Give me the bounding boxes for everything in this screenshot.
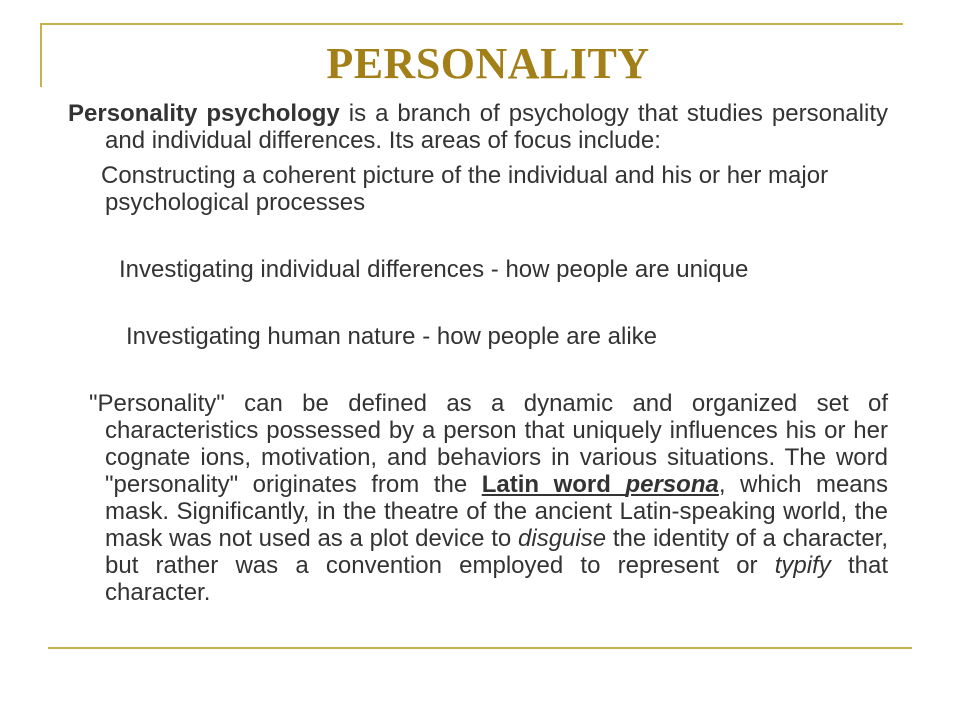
intro-text: is a branch of psychology that studies personality and individual differences. Its areas of focus include: [105,100,888,154]
definition-part-2: , which means mask. Significantly, in the theatre of the ancient Latin-speaking world, the mask was not used as a plot device to [105,471,888,552]
emphasis-typify: typify [774,552,831,579]
definition-paragraph [68,390,888,606]
intro-paragraph [68,100,888,154]
emphasis-disguise: disguise [518,525,607,552]
definition-part-4: that character. [105,552,888,606]
bottom-rule [48,647,912,649]
slide-title: PERSONALITY [326,39,650,88]
focus-item-3: Investigating human nature - how people are alike [126,323,657,350]
latin-word-link[interactable] [482,471,719,498]
definition-part-3: the identity of a character, but rather was a convention employed to represent or [105,525,889,579]
focus-item-1: Constructing a coherent picture of the individual and his or her major psychological processes [101,162,829,216]
latin-term: persona [625,471,719,498]
intro-term: Personality psychology [68,100,340,127]
slide-content [68,100,888,630]
focus-item-2: Investigating individual differences - how people are unique [119,256,749,283]
definition-part-1: "Personality" can be defined as a dynamic and organized set of characteristics possessed by a person that uniquely influences his or her cognate ions, motivation, and behaviors in various situations. The word "personality" originates from the [89,390,888,498]
top-rule [40,23,903,25]
latin-word-label: Latin word [481,471,626,498]
